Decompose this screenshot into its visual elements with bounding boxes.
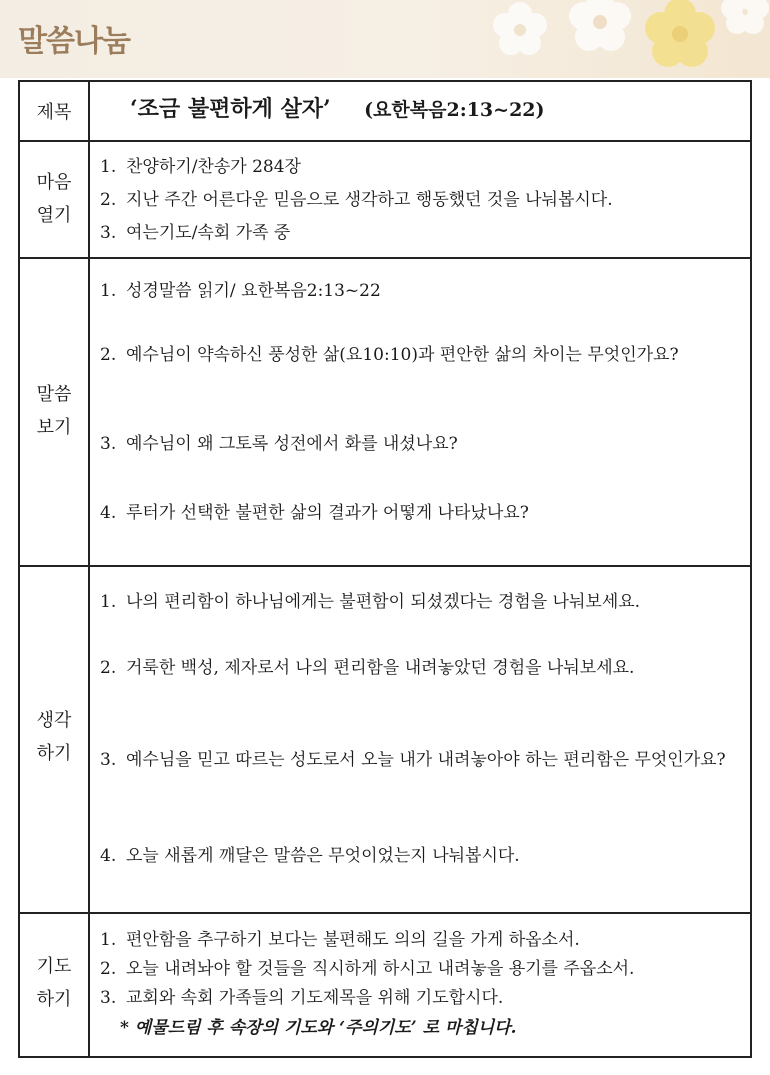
section-label-open: 마음 열기 (36, 172, 72, 226)
list-item: 1. 찬양하기/찬송가 284장 (100, 157, 301, 177)
section-label-pray: 기도 하기 (36, 956, 72, 1010)
row-divider (20, 140, 750, 142)
sermon-title: ‘조금 불편하게 살자’ (130, 96, 331, 122)
sharing-sheet (18, 80, 752, 1058)
banner-title: 말씀나눔 (18, 24, 130, 59)
list-item: 2. 거룩한 백성, 제자로서 나의 편리함을 내려놓았던 경험을 나눠보세요. (100, 658, 635, 678)
list-item: 3. 교회와 속회 가족들의 기도제목을 위해 기도합시다. (100, 988, 504, 1008)
list-item: 3. 예수님을 믿고 따르는 성도로서 오늘 내가 내려놓아야 하는 편리함은 무엇인가요? (100, 750, 726, 770)
flower-decoration-icon (440, 0, 770, 78)
list-item: 1. 나의 편리함이 하나님에게는 불편함이 되셨겠다는 경험을 나눠보세요. (100, 592, 641, 612)
list-item: 1. 성경말씀 읽기/ 요한복음2:13~22 (100, 281, 381, 301)
list-item: 4. 루터가 선택한 불편한 삶의 결과가 어떻게 나타났나요? (100, 503, 529, 523)
list-item: 1. 편안함을 추구하기 보다는 불편해도 의의 길을 가게 하옵소서. (100, 930, 580, 950)
title-label: 제목 (36, 102, 72, 123)
list-item: 3. 예수님이 왜 그토록 성전에서 화를 내셨나요? (100, 434, 458, 454)
row-divider (20, 565, 750, 567)
section-label-word: 말씀 보기 (36, 384, 72, 438)
title-content (130, 96, 740, 124)
list-item: 2. 예수님이 약속하신 풍성한 삶(요10:10)과 편안한 삶의 차이는 무엇인가요? (100, 345, 679, 365)
header-banner (0, 0, 770, 78)
list-item: 4. 오늘 새롭게 깨달은 말씀은 무엇이었는지 나눠봅시다. (100, 846, 520, 866)
list-item: 2. 지난 주간 어른다운 믿음으로 생각하고 행동했던 것을 나눠봅시다. (100, 190, 613, 210)
list-item: 3. 여는기도/속회 가족 중 (100, 223, 291, 243)
section-label-think: 생각 하기 (36, 710, 72, 764)
list-item: 2. 오늘 내려놔야 할 것들을 직시하게 하시고 내려놓을 용기를 주옵소서. (100, 959, 635, 979)
closing-note: * 예물드림 후 속장의 기도와 ‘주의기도’ 로 마칩니다. (120, 1018, 517, 1038)
scripture-reference: (요한복음2:13~22) (364, 99, 545, 121)
row-divider (20, 912, 750, 914)
row-divider (20, 257, 750, 259)
column-divider (88, 82, 90, 1056)
